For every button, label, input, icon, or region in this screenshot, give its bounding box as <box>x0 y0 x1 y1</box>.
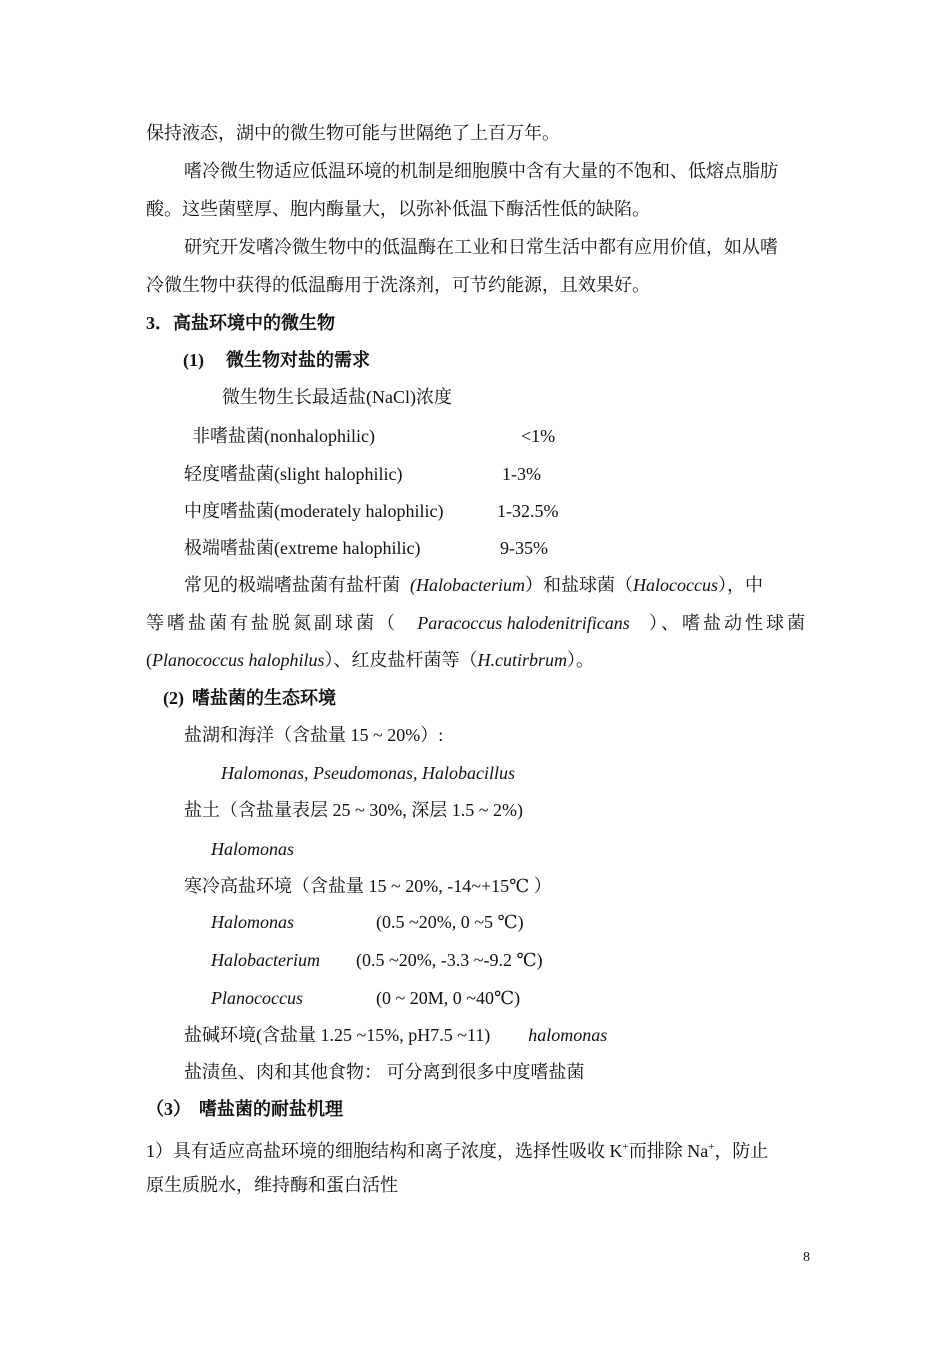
table-row-value: 1-3% <box>502 464 541 484</box>
paragraph-line <box>146 1135 768 1163</box>
table-row-value: <1% <box>521 426 556 446</box>
table-row-name: 极端嗜盐菌(extreme halophilic) <box>184 538 421 558</box>
species-range: (0.5 ~20%, -3.3 ~-9.2 ℃) <box>356 950 543 970</box>
habitat-item: 寒冷高盐环境（含盐量 15 ~ 20%, -14~+15℃ ） <box>184 876 552 896</box>
paragraph-line: 酸。这些菌壁厚、胞内酶量大，以弥补低温下酶活性低的缺陷。 <box>146 199 650 219</box>
subsection-heading <box>146 1097 343 1121</box>
paragraph-line: 研究开发嗜冷微生物中的低温酶在工业和日常生活中都有应用价值，如从嗜 <box>184 237 778 257</box>
text-span: 盐碱环境(含盐量 1.25 ~15%, pH7.5 ~11) <box>184 1025 491 1045</box>
species-name: Halomonas <box>211 912 295 932</box>
text-span: ）、红皮盐杆菌等（ <box>324 650 478 670</box>
table-header: 微生物生长最适盐(NaCl)浓度 <box>222 387 452 407</box>
species-name: Halococcus <box>632 575 718 595</box>
paragraph-line <box>146 611 808 635</box>
table-row-name: 轻度嗜盐菌(slight halophilic) <box>184 464 403 484</box>
section-heading <box>146 311 335 335</box>
subsection-title: 嗜盐菌的耐盐机理 <box>199 1099 343 1119</box>
text-span: 1）具有适应高盐环境的细胞结构和离子浓度，选择性吸收 K <box>146 1141 623 1161</box>
section-title: 高盐环境中的微生物 <box>173 313 335 333</box>
paragraph-line: 保持液态，湖中的微生物可能与世隔绝了上百万年。 <box>146 123 560 143</box>
text-span: 等嗜盐菌有盐脱氮副球菌（ <box>146 613 398 633</box>
paragraph-line: 原生质脱水，维持酶和蛋白活性 <box>146 1175 398 1195</box>
species-name: halomonas <box>528 1025 608 1045</box>
habitat-item: 盐渍鱼、肉和其他食物： 可分离到很多中度嗜盐菌 <box>184 1062 585 1082</box>
subsection-number: (2) <box>163 688 184 708</box>
text-span: ），中 <box>717 575 763 595</box>
text-span: 常见的极端嗜盐菌有盐杆菌 <box>184 575 400 595</box>
table-row-value: 9-35% <box>500 538 548 558</box>
subsection-heading <box>183 348 370 372</box>
habitat-item: 盐土（含盐量表层 25 ~ 30%, 深层 1.5 ~ 2%) <box>184 800 523 820</box>
species-list: Halomonas, Pseudomonas, Halobacillus <box>221 763 515 783</box>
habitat-item <box>184 1023 607 1047</box>
species-name: Planococcus <box>211 988 303 1008</box>
species-name: Paracoccus halodenitrificans <box>417 613 630 633</box>
text-span: ( <box>146 650 152 670</box>
species-list: Halomonas <box>211 839 295 859</box>
paragraph-line: 冷微生物中获得的低温酶用于洗涤剂，可节约能源，且效果好。 <box>146 275 650 295</box>
page-number: 8 <box>803 1250 810 1265</box>
table-row-name: 非嗜盐菌(nonhalophilic) <box>192 426 375 446</box>
table-row-name: 中度嗜盐菌(moderately halophilic) <box>184 501 444 521</box>
habitat-item: 盐湖和海洋（含盐量 15 ~ 20%）: <box>184 725 444 745</box>
subsection-title: 微生物对盐的需求 <box>226 350 370 370</box>
text-span: ，防止 <box>714 1141 769 1161</box>
subsection-number: （3） <box>146 1099 191 1119</box>
superscript: + <box>622 1141 629 1153</box>
paragraph-line <box>184 573 763 597</box>
subsection-heading <box>163 686 336 710</box>
species-name: (Halobacterium <box>410 575 525 595</box>
text-span: ）和盐球菌（ <box>524 575 633 595</box>
paragraph-line: 嗜冷微生物适应低温环境的机制是细胞膜中含有大量的不饱和、低熔点脂肪 <box>184 161 778 181</box>
table-row-value: 1-32.5% <box>497 501 559 521</box>
subsection-number: (1) <box>183 350 204 370</box>
text-span: ）、嗜盐动性球菌 <box>649 613 808 633</box>
subsection-title: 嗜盐菌的生态环境 <box>192 688 336 708</box>
text-span: 而排除 Na <box>628 1141 709 1161</box>
section-number: 3． <box>146 313 173 333</box>
paragraph-line <box>146 648 594 672</box>
species-range: (0.5 ~20%, 0 ~5 ℃) <box>376 912 524 932</box>
species-range: (0 ~ 20M, 0 ~40℃) <box>376 988 521 1008</box>
superscript: + <box>708 1141 715 1153</box>
text-span: ）。 <box>566 650 594 670</box>
species-name: Halobacterium <box>211 950 320 970</box>
species-name: Planococcus halophilus <box>152 650 325 670</box>
species-name: H.cutirbrum <box>477 650 567 670</box>
